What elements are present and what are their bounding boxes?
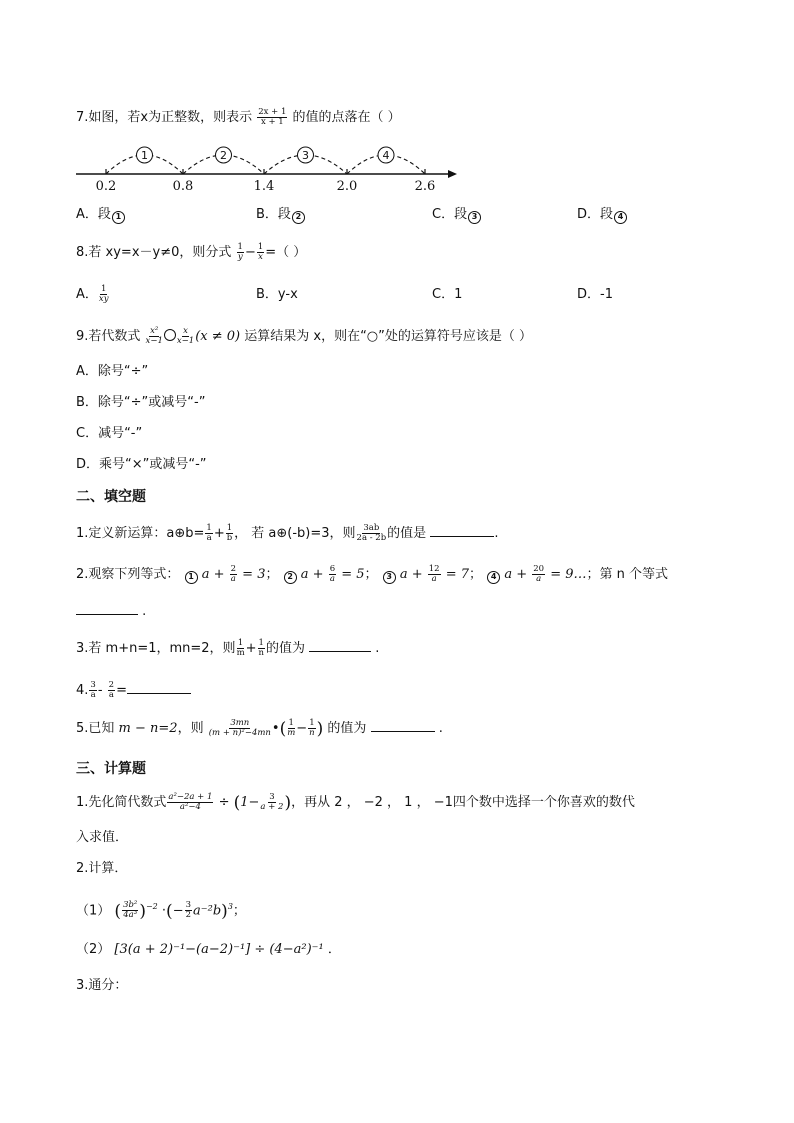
q9-option-a[interactable]: A．除号“÷” <box>76 364 149 379</box>
tick-label: 2.0 <box>336 179 358 192</box>
calc-1: 1.先化简代数式 $\frac{\text{a²−2a + 1}}{\text{a²−4}}$ ÷ (1− $\frac{3}{a + 2}$ )，再从 2 ， −2 ， 1 ， −1四个数中选择一个你喜欢的数代 <box>76 792 635 813</box>
q9-option-c[interactable]: C．减号“-” <box>76 426 143 441</box>
segment-label: 4 <box>382 149 390 162</box>
calc-3-title: 3.通分： <box>76 978 128 993</box>
q8-option-b[interactable]: B．y-x <box>256 287 298 302</box>
fill-3: 3.若 m+n=1，mn=2，则 $\frac{1}{m}$ + $\frac{1}{n}$ 的值为 . <box>76 638 380 658</box>
answer-blank[interactable] <box>76 604 138 615</box>
circled-number-1: 1 <box>112 211 125 224</box>
section-3-title: 三、计算题 <box>76 761 146 777</box>
q8-stem: 8.若 xy=x－y≠0，则分式 $\frac{1}{y}$ − $\frac{1}{x}$ =（ ） <box>76 242 307 262</box>
q8-option-d[interactable]: D．-1 <box>577 287 613 302</box>
q7-option-c[interactable]: C．段 3 <box>432 206 481 224</box>
q7-fraction: $\frac{2x + 1}{x + 1}$ <box>258 107 287 127</box>
tick-label: 0.8 <box>172 179 194 192</box>
calc-2-part-1: （1） ( $\frac{\text{3b²}}{\text{4a³}}$ )$^{-2}$ ·(− $\frac{3}{2}$ a⁻²b)$^3$； <box>76 900 246 922</box>
circled-number-2: 2 <box>292 211 305 224</box>
segment-label: 2 <box>220 149 227 162</box>
answer-blank[interactable] <box>430 526 494 537</box>
fill-1: 1.定义新运算：a⊕b= $\frac{1}{a}$ + $\frac{1}{b}$ ， 若 a⊕(-b)=3，则 $\frac{3ab}{2a - 2b}$ 的值是 . <box>76 523 499 543</box>
fill-2: 2.观察下列等式： 1 a + $\frac{2}{a}$ = 3； 2 a + $\frac{6}{a}$ = 5； 3 a + $\frac{12}{a}$ = 7； 4 a + $\frac{20}{a}$ = 9…；第 n 个等式 <box>76 564 669 584</box>
q9-stem: 9.若代数式 $\frac{\text{x²}}{x-1}$ $\frac{x}{x-1}$ (x ≠ 0) 运算结果为 x，则在“○”处的运算符号应该是（ ） <box>76 326 533 346</box>
q7-stem: 7.如图，若x为正整数，则表示 $\frac{2x + 1}{x + 1}$ 的值的点落在（ ） <box>76 107 401 127</box>
fill-5: 5.已知 m − n=2，则 $\frac{3mn}{\text{(m + n)²−4mn}}$ •( $\frac{1}{m}$ − $\frac{1}{n}$ ) 的值为 . <box>76 718 443 739</box>
circled-number-4: 4 <box>487 571 500 584</box>
q9-option-d[interactable]: D．乘号“×”或减号“-” <box>76 457 207 472</box>
circled-number-3: 3 <box>383 571 396 584</box>
tick-label: 2.6 <box>414 179 436 192</box>
circle-operator-icon <box>164 329 176 341</box>
circled-number-1: 1 <box>185 571 198 584</box>
q8-option-c[interactable]: C．1 <box>432 287 463 302</box>
section-2-title: 二、填空题 <box>76 489 146 505</box>
circled-number-4: 4 <box>614 211 627 224</box>
q7-option-a[interactable]: A．段 1 <box>76 206 125 224</box>
q7-number-line <box>70 142 460 192</box>
answer-blank[interactable] <box>371 721 435 732</box>
q7-option-b[interactable]: B．段 2 <box>256 206 305 224</box>
tick-label: 0.2 <box>95 179 117 192</box>
segment-label: 1 <box>141 149 148 162</box>
tick-label: 1.4 <box>253 179 275 192</box>
fill-4: 4. $\frac{3}{a}$ - $\frac{2}{a}$ = <box>76 681 191 700</box>
calc-1-cont: 入求值． <box>76 830 129 845</box>
calc-2-part-2: （2） [3(a + 2)⁻¹−(a−2)⁻¹] ÷ (4−a²)⁻¹ ． <box>76 942 341 957</box>
calc-2-title: 2.计算． <box>76 861 128 876</box>
q9-option-b[interactable]: B．除号“÷”或减号“-” <box>76 395 206 410</box>
axis-arrow <box>448 170 457 178</box>
q7-option-d[interactable]: D．段 4 <box>577 206 627 224</box>
q8-option-a[interactable]: A． $\frac{1}{xy}$ <box>76 284 109 304</box>
answer-blank[interactable] <box>309 641 371 652</box>
circled-number-3: 3 <box>468 211 481 224</box>
circled-number-2: 2 <box>284 571 297 584</box>
answer-blank[interactable] <box>127 683 191 694</box>
segment-label: 3 <box>302 149 309 162</box>
fill-2-answer: . <box>76 603 146 621</box>
